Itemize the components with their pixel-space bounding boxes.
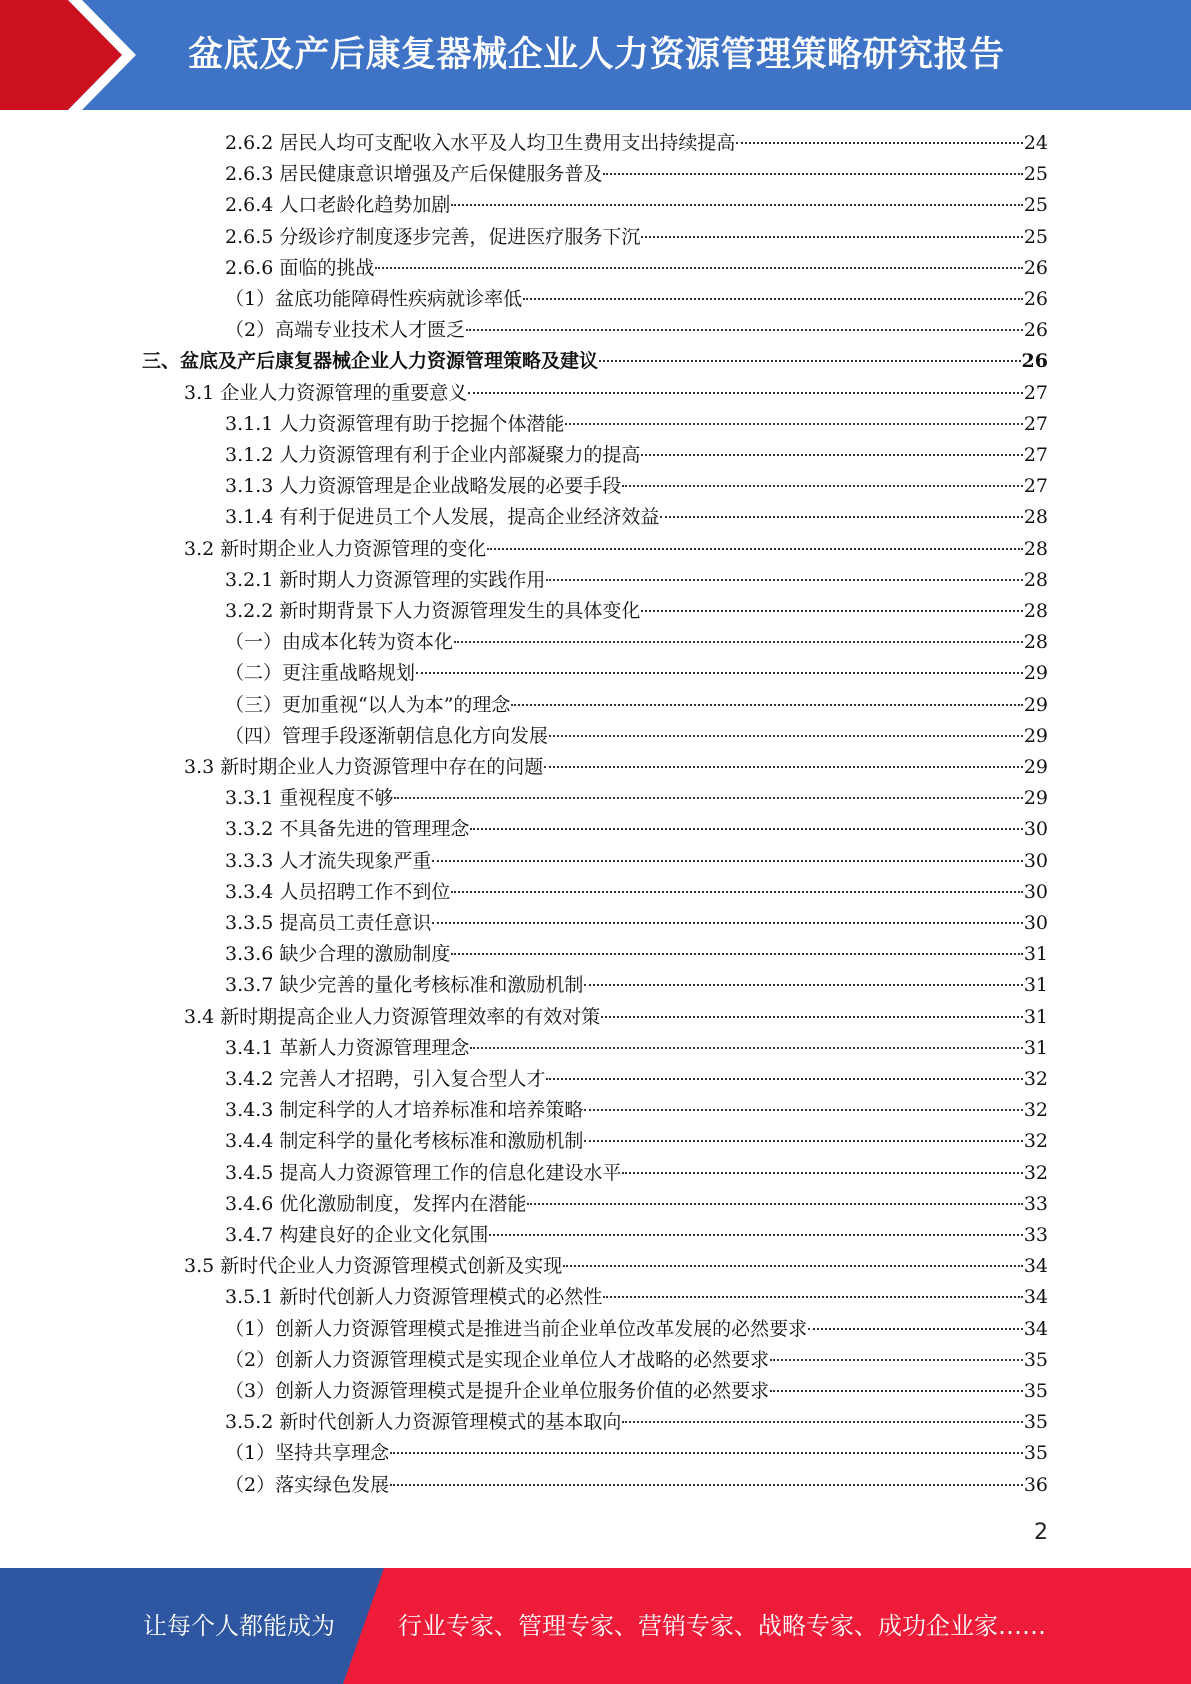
toc-entry-page: 30: [1023, 912, 1048, 934]
footer-slogan-left: 让每个人都能成为: [143, 1612, 335, 1640]
toc-entry-page: 28: [1023, 631, 1048, 654]
toc-entry-page: 25: [1023, 163, 1048, 186]
toc-entry-page: 29: [1023, 724, 1048, 747]
toc-entry-title: （四）管理手段逐渐朝信息化方向发展: [225, 724, 549, 747]
toc-entry[interactable]: [225, 471, 1048, 502]
toc-entry[interactable]: [225, 1033, 1048, 1064]
toc-entry-page: 34: [1023, 1317, 1048, 1340]
toc-leader-dots: [770, 1390, 1023, 1392]
toc-entry-title: 3.3.5 提高员工责任意识: [225, 912, 432, 934]
toc-leader-dots: [641, 610, 1022, 612]
toc-entry[interactable]: [225, 1314, 1048, 1345]
toc-leader-dots: [584, 1109, 1022, 1111]
toc-entry[interactable]: [225, 409, 1048, 440]
toc-entry-page: 31: [1023, 974, 1048, 997]
toc-entry-title: （1）盆底功能障碍性疾病就诊率低: [225, 288, 523, 310]
toc-leader-dots: [394, 797, 1022, 799]
toc-entry-page: 31: [1023, 1036, 1048, 1059]
page-number: 2: [1034, 1520, 1048, 1545]
toc-leader-dots: [523, 298, 1023, 300]
toc-entry[interactable]: [225, 1126, 1048, 1157]
toc-entry-title: 3.5 新时代企业人力资源管理模式创新及实现: [184, 1255, 563, 1278]
toc-leader-dots: [546, 1078, 1022, 1080]
toc-leader-dots: [660, 516, 1022, 518]
toc-entry-title: 三、盆底及产后康复器械企业人力资源管理策略及建议: [142, 350, 599, 373]
toc-entry-title: 3.4.3 制定科学的人才培养标准和培养策略: [225, 1099, 584, 1122]
toc-leader-dots: [641, 454, 1022, 456]
toc-entry-title: （一）由成本化转为资本化: [225, 631, 454, 654]
toc-entry[interactable]: [184, 1251, 1048, 1282]
toc-entry[interactable]: [225, 1438, 1048, 1469]
toc-leader-dots: [390, 1452, 1023, 1454]
toc-entry-page: 34: [1023, 1286, 1048, 1309]
toc-leader-dots: [601, 1016, 1023, 1018]
toc-entry[interactable]: [225, 1220, 1048, 1251]
page-footer: [0, 1568, 1191, 1684]
footer-slogan-right: 行业专家、管理专家、营销专家、战略专家、成功企业家……: [398, 1612, 1046, 1640]
toc-leader-dots: [432, 860, 1022, 862]
toc-entry-title: 3.4.4 制定科学的量化考核标准和激励机制: [225, 1130, 584, 1153]
toc-leader-dots: [546, 579, 1022, 581]
toc-entry[interactable]: [225, 783, 1048, 814]
toc-entry-page: 36: [1023, 1473, 1048, 1496]
toc-entry[interactable]: [225, 1345, 1048, 1376]
toc-entry-title: 3.3 新时期企业人力资源管理中存在的问题: [184, 756, 544, 778]
toc-leader-dots: [622, 1421, 1022, 1423]
toc-entry-page: 30: [1023, 880, 1048, 903]
toc-entry[interactable]: [225, 596, 1048, 627]
toc-entry-page: 35: [1023, 1380, 1048, 1402]
toc-entry[interactable]: [225, 1095, 1048, 1126]
toc-leader-dots: [390, 1484, 1023, 1486]
toc-entry-title: （1）创新人力资源管理模式是推进当前企业单位改革发展的必然要求: [225, 1317, 808, 1340]
toc-entry-page: 32: [1023, 1099, 1048, 1122]
toc-entry-title: （2）落实绿色发展: [225, 1473, 390, 1496]
toc-entry-page: 35: [1023, 1348, 1048, 1371]
toc-entry-title: 3.3.2 不具备先进的管理理念: [225, 818, 470, 841]
toc-entry-title: （1）坚持共享理念: [225, 1442, 390, 1465]
toc-leader-dots: [511, 704, 1022, 706]
toc-leader-dots: [565, 423, 1022, 425]
toc-entry-page: 31: [1023, 1005, 1048, 1028]
toc-leader-dots: [470, 1047, 1022, 1049]
toc-entry-title: 3.1.3 人力资源管理是企业战略发展的必要手段: [225, 475, 622, 498]
toc-entry-page: 26: [1023, 256, 1048, 279]
toc-entry-title: 3.3.3 人才流失现象严重: [225, 849, 432, 872]
toc-entry[interactable]: [225, 284, 1048, 315]
toc-leader-dots: [736, 142, 1022, 144]
toc-leader-dots: [603, 173, 1022, 175]
toc-entry-page: 29: [1023, 693, 1048, 716]
toc-entry-title: 3.4.6 优化激励制度，发挥内在潜能: [225, 1192, 527, 1215]
toc-entry-title: 3.1 企业人力资源管理的重要意义: [184, 381, 468, 404]
toc-entry[interactable]: [225, 814, 1048, 845]
report-title: 盆底及产后康复器械企业人力资源管理策略研究报告: [188, 35, 1005, 75]
toc-leader-dots: [584, 1140, 1022, 1142]
toc-entry-page: 26: [1023, 288, 1048, 310]
toc-leader-dots: [544, 766, 1023, 768]
toc-entry-title: （2）创新人力资源管理模式是实现企业单位人才战略的必然要求: [225, 1348, 770, 1371]
toc-entry-title: 3.2.2 新时期背景下人力资源管理发生的具体变化: [225, 600, 641, 622]
toc-leader-dots: [770, 1359, 1023, 1361]
toc-leader-dots: [622, 485, 1022, 487]
toc-entry-page: 29: [1023, 787, 1048, 810]
toc-entry-page: 25: [1023, 225, 1048, 248]
toc-entry[interactable]: [225, 658, 1048, 689]
toc-entry-page: 27: [1023, 381, 1048, 404]
toc-entry-page: 31: [1023, 943, 1048, 966]
toc-entry-title: （二）更注重战略规划: [225, 662, 416, 685]
toc-entry[interactable]: [225, 222, 1048, 253]
toc-leader-dots: [603, 1296, 1022, 1298]
toc-entry-page: 35: [1023, 1411, 1048, 1434]
toc-entry-title: 3.4 新时期提高企业人力资源管理效率的有效对策: [184, 1005, 601, 1028]
toc-leader-dots: [487, 548, 1023, 550]
toc-leader-dots: [641, 236, 1022, 238]
toc-entry-page: 34: [1023, 1255, 1048, 1278]
toc-entry[interactable]: [225, 440, 1048, 471]
toc-entry-title: 3.2 新时期企业人力资源管理的变化: [184, 537, 487, 560]
toc-leader-dots: [454, 641, 1023, 643]
toc-entry-title: 3.3.1 重视程度不够: [225, 787, 394, 810]
toc-entry[interactable]: [142, 346, 1048, 377]
toc-leader-dots: [432, 922, 1022, 924]
toc-entry[interactable]: [225, 908, 1048, 939]
toc-entry-title: （3）创新人力资源管理模式是提升企业单位服务价值的必然要求: [225, 1380, 770, 1402]
toc-leader-dots: [527, 1203, 1022, 1205]
toc-leader-dots: [622, 1172, 1022, 1174]
toc-entry-page: 25: [1023, 194, 1048, 217]
toc-entry-title: 3.1.1 人力资源管理有助于挖掘个体潜能: [225, 412, 565, 435]
toc-entry-title: 3.1.2 人力资源管理有利于企业内部凝聚力的提高: [225, 444, 641, 466]
toc-entry-title: 3.4.7 构建良好的企业文化氛围: [225, 1224, 489, 1246]
toc-entry[interactable]: [225, 1407, 1048, 1438]
toc-entry[interactable]: [225, 1064, 1048, 1095]
toc-entry[interactable]: [225, 565, 1048, 596]
toc-entry[interactable]: [184, 1002, 1048, 1033]
toc-entry-page: 33: [1023, 1192, 1048, 1215]
toc-entry[interactable]: [225, 627, 1048, 658]
toc-entry[interactable]: [225, 721, 1048, 752]
toc-entry-page: 32: [1023, 1068, 1048, 1090]
toc-entry[interactable]: [184, 752, 1048, 783]
toc-entry-title: 2.6.2 居民人均可支配收入水平及人均卫生费用支出持续提高: [225, 132, 736, 154]
toc-entry-page: 24: [1023, 132, 1048, 154]
toc-entry-page: 26: [1021, 350, 1048, 373]
toc-entry-title: 2.6.5 分级诊疗制度逐步完善，促进医疗服务下沉: [225, 225, 641, 248]
toc-entry[interactable]: [225, 1158, 1048, 1189]
toc-entry[interactable]: [184, 534, 1048, 565]
toc-entry-title: 2.6.6 面临的挑战: [225, 256, 375, 279]
toc-leader-dots: [549, 735, 1023, 737]
toc-entry[interactable]: [225, 315, 1048, 346]
toc-leader-dots: [489, 1234, 1022, 1236]
toc-entry[interactable]: [225, 939, 1048, 970]
toc-entry[interactable]: [225, 502, 1048, 533]
toc-entry-page: 30: [1023, 818, 1048, 841]
toc-entry[interactable]: [225, 1376, 1048, 1407]
toc-entry[interactable]: [225, 1282, 1048, 1313]
toc-entry-title: 3.5.2 新时代创新人力资源管理模式的基本取向: [225, 1411, 622, 1434]
toc-leader-dots: [599, 360, 1021, 362]
toc-entry-title: 3.4.2 完善人才招聘，引入复合型人才: [225, 1068, 546, 1090]
toc-entry[interactable]: [225, 159, 1048, 190]
toc-entry[interactable]: [225, 970, 1048, 1001]
toc-entry[interactable]: [225, 690, 1048, 721]
toc-entry[interactable]: [225, 846, 1048, 877]
toc-entry-page: 30: [1023, 849, 1048, 872]
toc-entry-page: 28: [1023, 568, 1048, 591]
toc-entry-title: 3.5.1 新时代创新人力资源管理模式的必然性: [225, 1286, 603, 1309]
toc-entry[interactable]: [225, 1470, 1048, 1501]
toc-entry[interactable]: [184, 378, 1048, 409]
toc-entry[interactable]: [225, 190, 1048, 221]
toc-entry-page: 28: [1023, 600, 1048, 622]
toc-entry-title: 3.2.1 新时期人力资源管理的实践作用: [225, 568, 546, 591]
toc-entry[interactable]: [225, 1189, 1048, 1220]
toc-entry-page: 35: [1023, 1442, 1048, 1465]
page-header: [0, 0, 1191, 110]
toc-entry-page: 26: [1023, 319, 1048, 342]
toc-entry-title: 3.3.7 缺少完善的量化考核标准和激励机制: [225, 974, 584, 997]
toc-entry-page: 27: [1023, 444, 1048, 466]
toc-entry-title: （三）更加重视“以人为本”的理念: [225, 693, 511, 716]
toc-entry-title: 3.4.5 提高人力资源管理工作的信息化建设水平: [225, 1161, 622, 1184]
toc-leader-dots: [466, 329, 1023, 331]
toc-entry-title: 3.4.1 革新人力资源管理理念: [225, 1036, 470, 1059]
toc-entry[interactable]: [225, 877, 1048, 908]
toc-leader-dots: [808, 1328, 1023, 1330]
toc-entry-title: 3.3.4 人员招聘工作不到位: [225, 880, 451, 903]
toc-leader-dots: [451, 891, 1022, 893]
toc-leader-dots: [451, 953, 1022, 955]
toc-entry-page: 27: [1023, 475, 1048, 498]
toc-entry-page: 29: [1023, 662, 1048, 685]
toc-entry-page: 32: [1023, 1130, 1048, 1153]
toc-entry-page: 32: [1023, 1161, 1048, 1184]
toc-leader-dots: [451, 204, 1022, 206]
toc-leader-dots: [468, 392, 1023, 394]
toc-leader-dots: [470, 828, 1022, 830]
toc-entry-page: 29: [1023, 756, 1048, 778]
toc-entry-page: 33: [1023, 1224, 1048, 1246]
toc-entry-title: 2.6.3 居民健康意识增强及产后保健服务普及: [225, 163, 603, 186]
toc-entry-title: 2.6.4 人口老龄化趋势加剧: [225, 194, 451, 217]
toc-leader-dots: [563, 1265, 1023, 1267]
toc-leader-dots: [416, 672, 1023, 674]
toc-entry-page: 27: [1023, 412, 1048, 435]
toc-entry-title: 3.1.4 有利于促进员工个人发展，提高企业经济效益: [225, 506, 660, 529]
toc-entry-page: 28: [1023, 506, 1048, 529]
toc-entry-page: 28: [1023, 537, 1048, 560]
toc-entry[interactable]: [225, 128, 1048, 159]
toc-entry[interactable]: [225, 253, 1048, 284]
header-arrow-decoration: [0, 0, 150, 110]
toc-entry-title: 3.3.6 缺少合理的激励制度: [225, 943, 451, 966]
toc-leader-dots: [375, 267, 1022, 269]
toc-entry-title: （2）高端专业技术人才匮乏: [225, 319, 466, 342]
toc-leader-dots: [584, 984, 1022, 986]
